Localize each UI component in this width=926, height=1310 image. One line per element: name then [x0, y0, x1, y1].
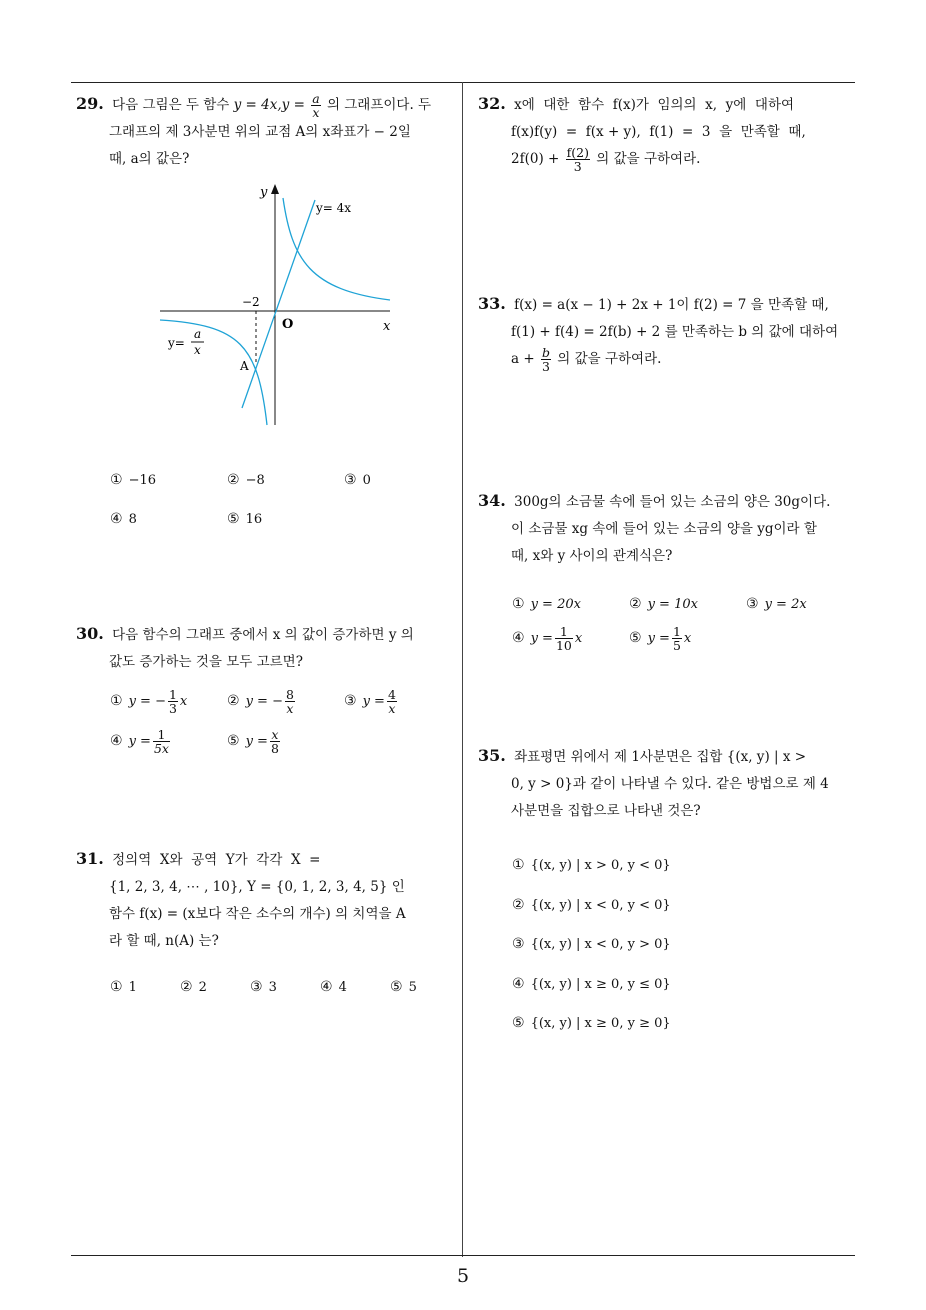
question-text: 그래프의 제 3사분면 위의 교점 A의 x좌표가 − 2일: [109, 124, 411, 140]
choice-5[interactable]: ⑤ 5: [390, 979, 417, 995]
column-divider: [462, 82, 463, 1257]
choice-3[interactable]: ③ y = 2x: [746, 596, 807, 612]
question-text: f(x)f(y) = f(x + y), f(1) = 3 을 만족할 때,: [511, 124, 806, 140]
bottom-rule: [71, 1255, 855, 1256]
choice-4[interactable]: ④ y = $\frac{1}{10}$ x: [512, 624, 583, 653]
q31-choices: [110, 979, 417, 995]
question-31: [76, 845, 456, 955]
choice-4[interactable]: ④ 4: [320, 979, 347, 995]
choice-4[interactable]: ④ y = $\frac{1}{5x}$: [110, 727, 169, 756]
question-35: [478, 742, 858, 825]
fraction: $\frac{f(2)}{3}$: [566, 145, 589, 174]
origin-label: O: [282, 317, 294, 332]
choice-1[interactable]: ① {(x, y) | x > 0, y < 0}: [512, 857, 671, 873]
choice-2[interactable]: ② y = − $\frac{8}{x}$: [227, 687, 294, 716]
choice-4[interactable]: ④ {(x, y) | x ≥ 0, y ≤ 0}: [512, 975, 671, 992]
question-number: 33.: [478, 294, 506, 313]
question-text: 때, x와 y 사이의 관계식은?: [511, 548, 673, 564]
point-a-label: A: [240, 359, 249, 373]
choice-5[interactable]: ⑤ 16: [227, 511, 263, 527]
choice-1[interactable]: ① −16: [110, 472, 156, 488]
line-label: y= 4x: [316, 201, 352, 215]
question-text: {1, 2, 3, 4, ⋯ , 10}, Y = {0, 1, 2, 3, 4, 5} 인: [109, 879, 405, 895]
page-number: 5: [456, 1265, 470, 1287]
top-rule: [71, 82, 855, 83]
question-number: 35.: [478, 746, 506, 765]
question-text: 의 그래프이다. 두: [326, 97, 432, 113]
choice-2[interactable]: ② −8: [227, 472, 265, 488]
equation: y = 4x,y =: [233, 97, 305, 113]
choice-5[interactable]: ⑤ y = $\frac{1}{5}$ x: [629, 624, 692, 653]
question-30: [76, 620, 456, 676]
choice-1[interactable]: ① y = 20x: [512, 596, 581, 612]
y-axis-arrow-icon: [271, 184, 279, 194]
question-text: 이 소금물 xg 속에 들어 있는 소금의 양을 yg이라 할: [511, 521, 817, 537]
choice-5[interactable]: ⑤ {(x, y) | x ≥ 0, y ≥ 0}: [512, 1015, 671, 1031]
choice-3[interactable]: ③ 3: [250, 979, 277, 995]
question-text: 때, a의 값은?: [109, 151, 190, 167]
question-number: 29.: [76, 94, 104, 113]
question-33: [478, 290, 858, 373]
curve-label: y=: [168, 336, 185, 350]
function-graph: [150, 180, 400, 430]
question-29: [76, 90, 456, 173]
question-text: x에 대한 함수 f(x)가 임의의 x, y에 대하여: [514, 97, 795, 113]
choice-5[interactable]: ⑤ y = $\frac{x}{8}$: [227, 727, 279, 756]
question-text: 의 값을 구하여라.: [596, 151, 701, 167]
question-number: 31.: [76, 849, 104, 868]
choice-3[interactable]: ③ {(x, y) | x < 0, y > 0}: [512, 936, 671, 952]
question-text: 좌표평면 위에서 제 1사분면은 집합 {(x, y) | x >: [514, 749, 807, 765]
choice-2[interactable]: ② 2: [180, 979, 207, 995]
question-text: 300g의 소금물 속에 들어 있는 소금의 양은 30g이다.: [514, 494, 831, 510]
question-text: a +: [511, 351, 535, 367]
question-34: [478, 487, 858, 570]
question-text: 라 할 때, n(A) 는?: [109, 933, 219, 949]
question-text: 2f(0) +: [511, 151, 560, 167]
minus-two-label: −2: [242, 295, 260, 309]
question-text: 0, y > 0}과 같이 나타낼 수 있다. 같은 방법으로 제 4: [511, 776, 829, 792]
question-text: 다음 함수의 그래프 중에서 x 의 값이 증가하면 y 의: [112, 627, 414, 643]
question-text: 정의역 X와 공역 Y가 각각 X =: [112, 852, 321, 868]
q29-choices-row1: [110, 472, 371, 488]
x-axis-label: x: [383, 319, 391, 334]
q30-choices-row1: [110, 688, 399, 715]
q34-choices-row1: [512, 596, 807, 612]
question-text: 값도 증가하는 것을 모두 고르면?: [109, 654, 303, 670]
q30-choices-row2: [110, 728, 282, 755]
question-text: 의 값을 구하여라.: [557, 351, 662, 367]
y-axis-label: y: [260, 185, 268, 200]
question-text: 다음 그림은 두 함수: [112, 97, 230, 113]
fraction: $\frac{a}{x}$: [312, 91, 320, 120]
question-text: f(1) + f(4) = 2f(b) + 2 를 만족하는 b 의 값에 대하여: [511, 324, 839, 340]
choice-1[interactable]: ① 1: [110, 979, 137, 995]
choice-1[interactable]: ① y = − $\frac{1}{3}$ x: [110, 687, 188, 716]
question-number: 34.: [478, 491, 506, 510]
choice-2[interactable]: ② {(x, y) | x < 0, y < 0}: [512, 896, 671, 913]
question-32: [478, 90, 858, 173]
question-number: 30.: [76, 624, 104, 643]
choice-3[interactable]: ③ y = $\frac{4}{x}$: [344, 687, 396, 716]
curve-label-den: x: [194, 343, 201, 357]
choice-4[interactable]: ④ 8: [110, 511, 137, 527]
q35-choices: [512, 846, 671, 1044]
choice-2[interactable]: ② y = 10x: [629, 596, 698, 612]
fraction: $\frac{b}{3}$: [541, 345, 550, 374]
question-text: 함수 f(x) = (x보다 작은 소수의 개수) 의 치역을 A: [109, 906, 406, 922]
q29-choices-row2: [110, 511, 262, 527]
choice-3[interactable]: ③ 0: [344, 472, 371, 488]
q34-choices-row2: [512, 625, 691, 652]
question-text: f(x) = a(x − 1) + 2x + 1이 f(2) = 7 을 만족할 때,: [514, 297, 829, 313]
curve-label-num: a: [194, 327, 202, 341]
question-text: 사분면을 집합으로 나타낸 것은?: [511, 803, 701, 819]
question-number: 32.: [478, 94, 506, 113]
